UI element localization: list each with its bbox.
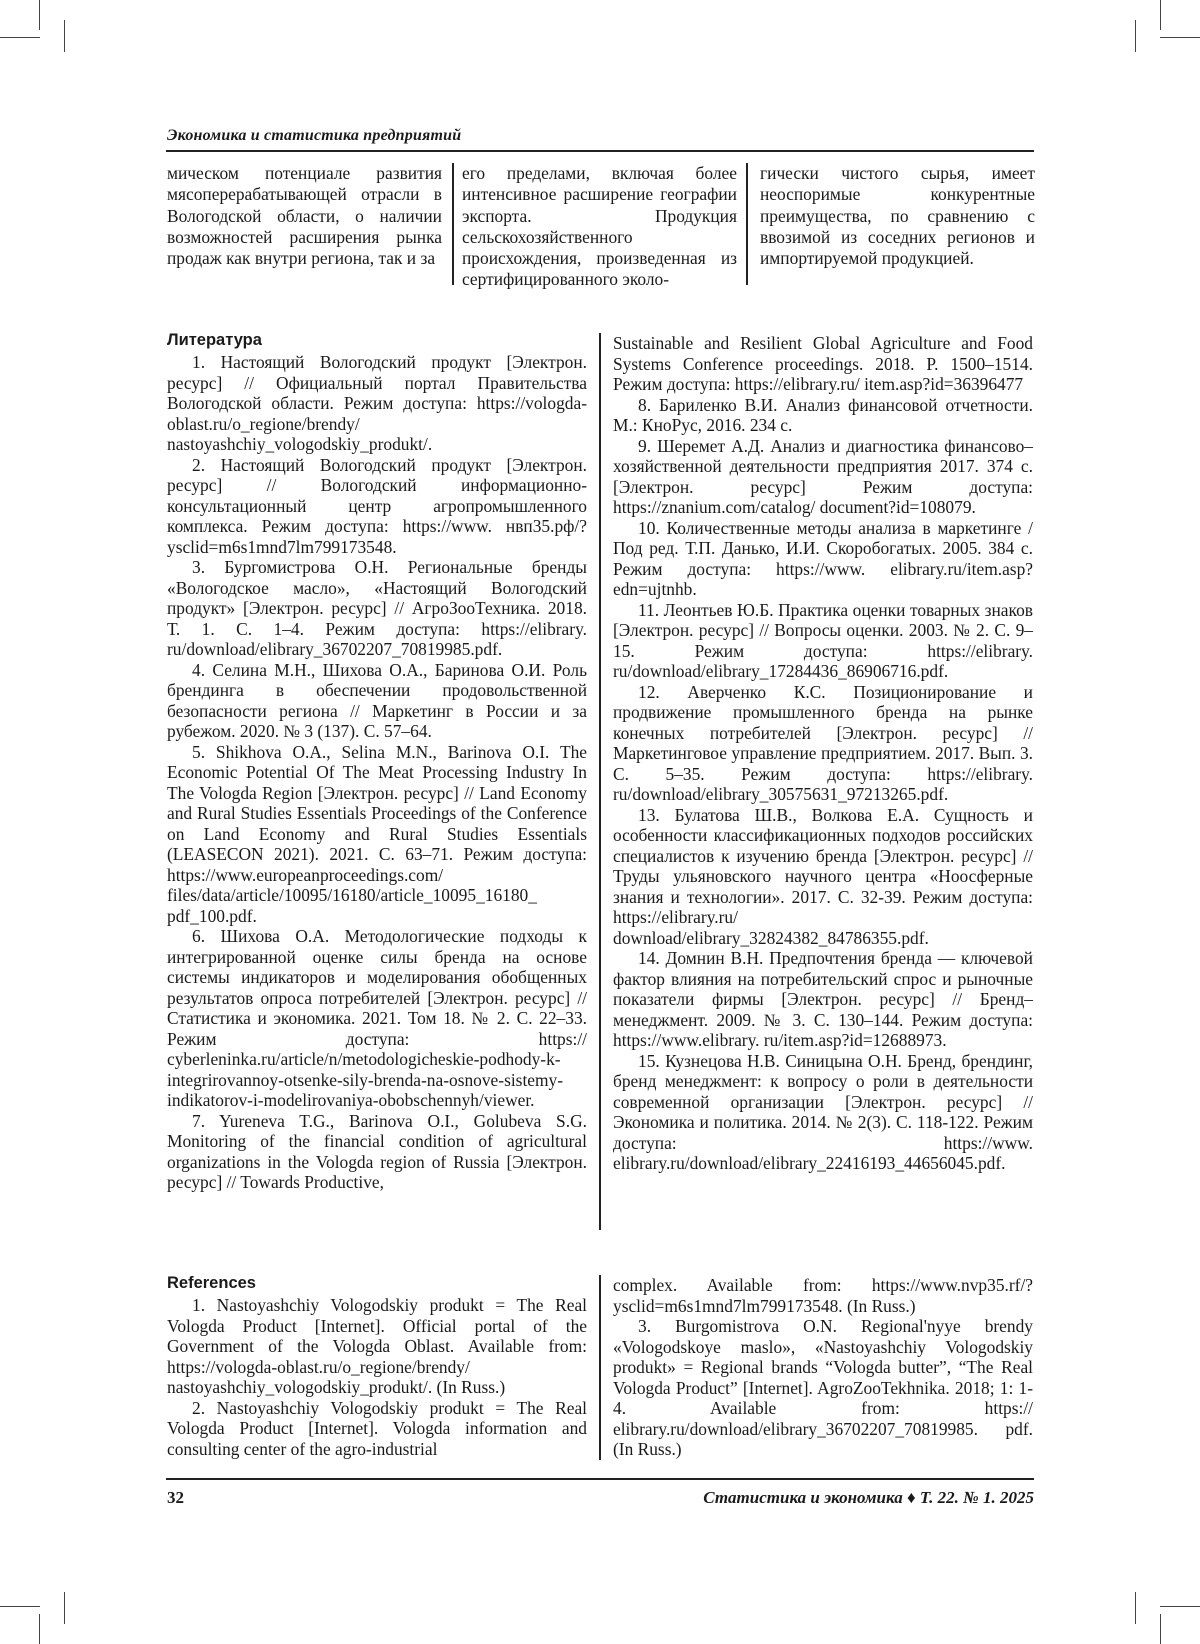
reference-item: 2. Настоящий Вологодский продукт [Электрон. ресурс] // Вологодский информационно-консультационный центр агропромышленного комплекса. Режим доступа: https://www. нвп35.рф/?ysclid=m6s1mnd7lm799173548.	[167, 454, 587, 557]
reference-item: 8. Бариленко В.И. Анализ финансовой отчетности. М.: КноРус, 2016. 234 с.	[613, 394, 1033, 435]
literature-column-left	[167, 352, 587, 1193]
crop-mark	[64, 20, 65, 52]
crop-mark	[1160, 37, 1200, 38]
page-number: 32	[167, 1488, 184, 1507]
reference-item: 15. Кузнецова Н.В. Синицына О.Н. Бренд, брендинг, бренд менеджмент: к вопросу о роли в деятельности современной организации [Электрон. ресурс] // Экономика и политика. 2014. № 2(3). С. 118-122. Режим доступа: https://www. elibrary.ru/download/elibrary_22416193_44656045.pdf.	[613, 1050, 1033, 1173]
literature-heading: Литература	[167, 331, 262, 349]
crop-mark	[0, 37, 40, 38]
reference-item: 1. Nastoyashchiy Vologodskiy produkt = The Real Vologda Product [Internet]. Official portal of the Government of the Vologda Oblast. Available from: https://vologda-oblast.ru/o_regione/brendy/ nastoyashchiy_vologodskiy_produkt/. (In Russ.)	[167, 1295, 587, 1397]
crop-mark	[1160, 1614, 1161, 1644]
column-divider	[746, 163, 748, 285]
reference-item: 3. Бургомистрова О.Н. Региональные бренды «Вологодское масло», «Настоящий Вологодский продукт» [Электрон. ресурс] // АгроЗооТехника. 2018. Т. 1. С. 1–4. Режим доступа: https://elibrary. ru/download/elibrary_36702207_70819985.pdf.	[167, 557, 587, 659]
body-text-column-1: мическом потенциале развития мясоперерабатывающей отрасли в Вологодской области, о наличии возможностей расширения рынка продаж как внутри региона, так и за	[167, 163, 442, 269]
reference-item: 12. Аверченко К.С. Позиционирование и продвижение промышленного бренда на рынке конечных потребителей [Электрон. ресурс] // Маркетинговое управление предприятием. 2017. Вып. 3. С. 5–35. Режим доступа: https://elibrary. ru/download/elibrary_30575631_97213265.pdf.	[613, 681, 1033, 804]
reference-item: 7. Yureneva T.G., Barinova O.I., Golubeva S.G. Monitoring of the financial condition of agricultural organizations in the Vologda region of Russia [Электрон. ресурс] // Towards Productive,	[167, 1110, 587, 1192]
column-divider	[452, 163, 454, 285]
crop-mark	[1160, 1606, 1200, 1607]
crop-mark	[1135, 1592, 1136, 1624]
reference-item: 2. Nastoyashchiy Vologodskiy produkt = The Real Vologda Product [Internet]. Vologda information and consulting center of the agro-industrial	[167, 1397, 587, 1459]
column-divider	[599, 333, 601, 1230]
literature-column-right	[613, 333, 1033, 1174]
reference-item: 1. Настоящий Вологодский продукт [Электрон. ресурс] // Официальный портал Правительства Вологодской области. Режим доступа: https://vologda-oblast.ru/o_regione/brendy/ nastoyashchiy_vologodskiy_produkt/.	[167, 352, 587, 454]
reference-item: 3. Burgomistrova O.N. Regional'nyye brendy «Vologodskoye maslo», «Nastoyashchiy Vologodskiy produkt» = Regional brands “Vologda butter”, “The Real Vologda Product” [Internet]. AgroZooTekhnika. 2018; 1: 1-4. Available from: https:// elibrary.ru/download/elibrary_36702207_70819985. pdf. (In Russ.)	[613, 1316, 1033, 1459]
reference-item: 14. Домнин В.Н. Предпочтения бренда — ключевой фактор влияния на потребительский спрос и рыночные показатели фирмы [Электрон. ресурс] // Бренд–менеджмент. 2009. № 3. С. 130–144. Режим доступа: https://www.elibrary. ru/item.asp?id=12688973.	[613, 948, 1033, 1050]
references-column-left	[167, 1295, 587, 1459]
reference-item: 10. Количественные методы анализа в маркетинге / Под ред. Т.П. Данько, И.И. Скоробогатых. 2005. 384 с. Режим доступа: https://www. elibrary.ru/item.asp?edn=ujtnhb.	[613, 517, 1033, 599]
header-rule	[166, 150, 1034, 152]
crop-mark	[39, 0, 40, 30]
journal-citation: Статистика и экономика ♦ Т. 22. № 1. 2025	[703, 1488, 1034, 1507]
reference-item: 5. Shikhova O.A., Selina M.N., Barinova O.I. The Economic Potential Of The Meat Processing Industry In The Vologda Region [Электрон. ресурс] // Land Economy and Rural Studies Essentials Proceedings of the Conference on Land Economy and Rural Studies Essentials (LEASECON 2021). 2021. С. 63–71. Режим доступа: https://www.europeanproceedings.com/ files/data/article/10095/16180/article_10095_16180_ pdf_100.pdf.	[167, 741, 587, 926]
crop-mark	[39, 1614, 40, 1644]
reference-item: complex. Available from: https://www.nvp35.rf/?ysclid=m6s1mnd7lm799173548. (In Russ.)	[613, 1275, 1033, 1316]
references-column-right	[613, 1275, 1033, 1460]
column-divider	[599, 1275, 601, 1460]
running-title: Экономика и статистика предприятий	[167, 127, 462, 144]
reference-item: 9. Шеремет А.Д. Анализ и диагностика финансово–хозяйственной деятельности предприятия 2017. 374 с. [Электрон. ресурс] Режим доступа: https://znanium.com/catalog/ document?id=108079.	[613, 435, 1033, 517]
reference-item: 6. Шихова О.А. Методологические подходы к интегрированной оценке силы бренда на основе системы индикаторов и моделирования обобщенных результатов опроса потребителей [Электрон. ресурс] // Статистика и экономика. 2021. Том 18. № 2. С. 22–33. Режим доступа: https:// cyberleninka.ru/article/n/metodologicheskie-podhody-k-integrirovannoy-otsenke-sily-brenda-na-osnove-sistemy-indikatorov-i-modelirovaniya-obobschennyh/viewer.	[167, 926, 587, 1110]
reference-item: 4. Селина М.Н., Шихова О.А., Баринова О.И. Роль брендинга в обеспечении продовольственной безопасности региона // Маркетинг в России и за рубежом. 2020. № 3 (137). С. 57–64.	[167, 659, 587, 741]
reference-item: 11. Леонтьев Ю.Б. Практика оценки товарных знаков [Электрон. ресурс] // Вопросы оценки. 2003. № 2. С. 9–15. Режим доступа: https://elibrary. ru/download/elibrary_17284436_86906716.pdf.	[613, 599, 1033, 681]
body-text-column-3: гически чистого сырья, имеет неоспоримые конкурентные преимущества, по сравнению с ввозимой из соседних регионов и импортируемой продукцией.	[760, 163, 1035, 269]
reference-item: Sustainable and Resilient Global Agriculture and Food Systems Conference proceedings. 2018. P. 1500–1514. Режим доступа: https://elibrary.ru/ item.asp?id=36396477	[613, 333, 1033, 394]
crop-mark	[64, 1592, 65, 1624]
body-text-column-2: его пределами, включая более интенсивное расширение географии экспорта. Продукция сельскохозяйственного происхождения, произведенная из сертифицированного эколо-	[462, 163, 737, 290]
footer-rule	[166, 1478, 1034, 1480]
crop-mark	[1135, 20, 1136, 52]
crop-mark	[1160, 0, 1161, 30]
crop-mark	[0, 1606, 40, 1607]
reference-item: 13. Булатова Ш.В., Волкова Е.А. Сущность и особенности классификационных подходов российских специалистов к изучению бренда [Электрон. ресурс] // Труды ульяновского научного центра «Ноосферные знания и технологии». 2017. С. 32-39. Режим доступа: https://elibrary.ru/ download/elibrary_32824382_84786355.pdf.	[613, 804, 1033, 948]
references-heading: References	[167, 1274, 256, 1292]
